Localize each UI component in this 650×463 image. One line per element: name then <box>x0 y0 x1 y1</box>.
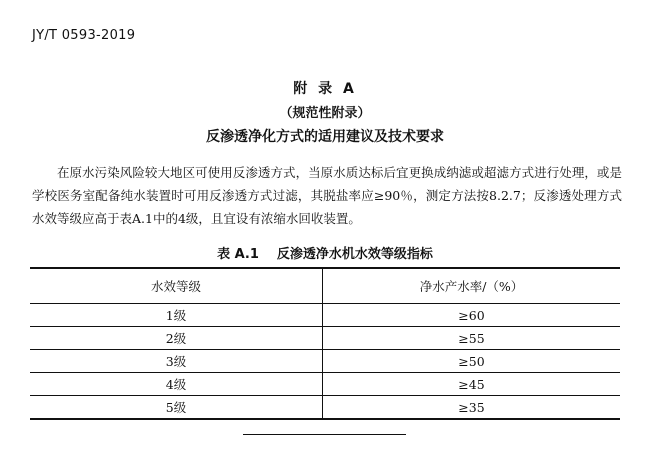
grade-cell: 3级 <box>30 350 323 373</box>
yield-cell: ≥35 <box>323 396 621 420</box>
appendix-heading: 反渗透净化方式的适用建议及技术要求 <box>206 129 444 145</box>
table-caption-number: 表 A.1 <box>217 247 259 262</box>
appendix-title: 附 录 A <box>293 81 357 97</box>
table-row <box>30 327 620 350</box>
grade-cell: 5级 <box>30 396 323 420</box>
grade-cell: 4级 <box>30 373 323 396</box>
yield-cell: ≥50 <box>323 350 621 373</box>
yield-cell: ≥60 <box>323 304 621 327</box>
body-paragraph: 在原水污染风险较大地区可使用反渗透方式，当原水质达标后宜更换成纳滤或超滤方式进行处理，或是学校医务室配备纯水装置时可用反渗透方式过滤，其脱盐率应≥90％，测定方法按8.2.7；反渗透处理方式水效等级应高于表A.1中的4级，且宜设有浓缩水回收装置。 <box>32 165 622 226</box>
appendix-subtitle: （规范性附录） <box>279 106 371 121</box>
table-row <box>30 373 620 396</box>
efficiency-grade-table <box>30 267 620 420</box>
grade-cell: 2级 <box>30 327 323 350</box>
footer-rule <box>243 434 406 435</box>
table-caption-title: 反渗透净水机水效等级指标 <box>276 247 433 262</box>
table-caption <box>0 243 650 262</box>
header-grade: 水效等级 <box>30 268 323 304</box>
table-row <box>30 304 620 327</box>
header-yield-rate: 净水产水率/（%） <box>323 268 621 304</box>
yield-cell: ≥45 <box>323 373 621 396</box>
table-row <box>30 396 620 420</box>
grade-cell: 1级 <box>30 304 323 327</box>
table-row <box>30 350 620 373</box>
table-header-row <box>30 268 620 304</box>
standard-code: JY/T 0593-2019 <box>32 28 136 43</box>
yield-cell: ≥55 <box>323 327 621 350</box>
